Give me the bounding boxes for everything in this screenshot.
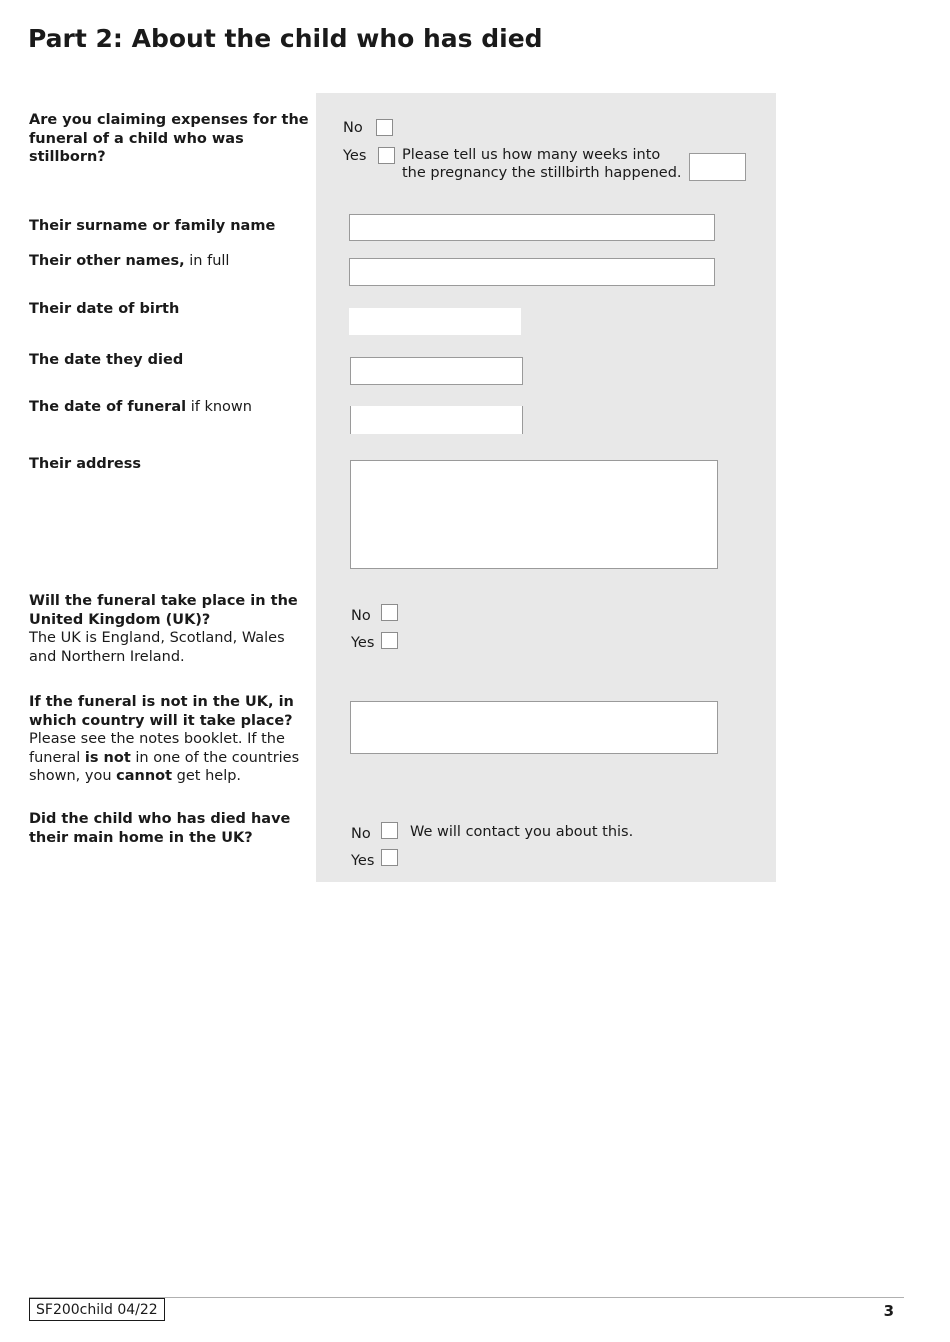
surname-input[interactable]	[349, 214, 715, 241]
funeral-uk-no-label: No	[351, 608, 371, 624]
weeks-hint-line2: the pregnancy the stillbirth happened.	[402, 165, 682, 181]
address-label: Their address	[29, 456, 142, 472]
funeral-country-label-line2: which country will it take place?	[29, 712, 293, 729]
surname-question	[29, 217, 309, 236]
funeral-country-label-line1: If the funeral is not in the UK, in	[29, 694, 294, 710]
date-funeral-input[interactable]	[350, 406, 523, 434]
page-number: 3	[883, 1302, 894, 1320]
note-f: get help.	[172, 768, 242, 784]
stillbirth-weeks-input[interactable]	[689, 153, 746, 181]
surname-label: Their surname or family name	[29, 218, 276, 234]
main-home-no-checkbox[interactable]	[381, 822, 398, 839]
other-names-label-rest: in full	[184, 253, 230, 269]
main-home-yes-checkbox[interactable]	[381, 849, 398, 866]
date-funeral-question	[29, 398, 309, 417]
stillborn-yes-checkbox[interactable]	[378, 147, 395, 164]
stillborn-no-label: No	[343, 120, 363, 136]
stillborn-question	[29, 111, 309, 167]
page-title: Part 2: About the child who has died	[28, 24, 543, 53]
stillborn-no-checkbox[interactable]	[376, 119, 393, 136]
date-died-label: The date they died	[29, 352, 184, 368]
date-funeral-label-bold: The date of funeral	[29, 399, 187, 415]
funeral-country-input[interactable]	[350, 701, 718, 754]
note-a: funeral	[29, 749, 85, 766]
address-input[interactable]	[350, 460, 718, 569]
other-names-label-bold: Their other names,	[29, 253, 185, 269]
funeral-uk-yes-checkbox[interactable]	[381, 632, 398, 649]
note-c: in one of the countries	[130, 749, 300, 766]
stillborn-label: Are you claiming expenses for the funeral of a child who was stillborn?	[29, 112, 309, 165]
funeral-country-question	[29, 693, 309, 786]
main-home-yes-label: Yes	[351, 853, 375, 869]
date-funeral-label-rest: if known	[186, 399, 252, 415]
address-question	[29, 455, 309, 474]
main-home-label-line2: their main home in the UK?	[29, 829, 253, 846]
dob-input[interactable]	[349, 308, 521, 335]
note-e: cannot	[116, 768, 173, 784]
funeral-uk-question	[29, 592, 309, 666]
date-died-input[interactable]	[350, 357, 523, 385]
funeral-country-note-line1: Please see the notes booklet. If the	[29, 731, 285, 747]
funeral-country-note-line2	[29, 749, 309, 768]
main-home-no-hint: We will contact you about this.	[410, 824, 634, 840]
funeral-uk-note-line2: and Northern Ireland.	[29, 648, 185, 665]
funeral-uk-note-line1: The UK is England, Scotland, Wales	[29, 630, 285, 646]
funeral-country-note-line3	[29, 767, 309, 786]
other-names-input[interactable]	[349, 258, 715, 286]
note-d: shown, you	[29, 768, 117, 784]
other-names-question	[29, 252, 309, 271]
weeks-hint-line1: Please tell us how many weeks into	[402, 147, 661, 163]
stillborn-yes-label: Yes	[343, 148, 367, 164]
dob-question	[29, 300, 309, 319]
note-b: is not	[84, 749, 131, 766]
form-code: SF200child 04/22	[29, 1298, 165, 1321]
main-home-no-label: No	[351, 826, 371, 842]
main-home-question	[29, 810, 309, 847]
funeral-uk-label-line2: United Kingdom (UK)?	[29, 611, 211, 628]
stillbirth-weeks-hint	[402, 146, 682, 182]
funeral-uk-label-line1: Will the funeral take place in the	[29, 593, 298, 609]
dob-label: Their date of birth	[29, 301, 180, 317]
funeral-uk-no-checkbox[interactable]	[381, 604, 398, 621]
main-home-label-line1: Did the child who has died have	[29, 811, 291, 827]
date-died-question	[29, 351, 309, 370]
funeral-uk-yes-label: Yes	[351, 635, 375, 651]
